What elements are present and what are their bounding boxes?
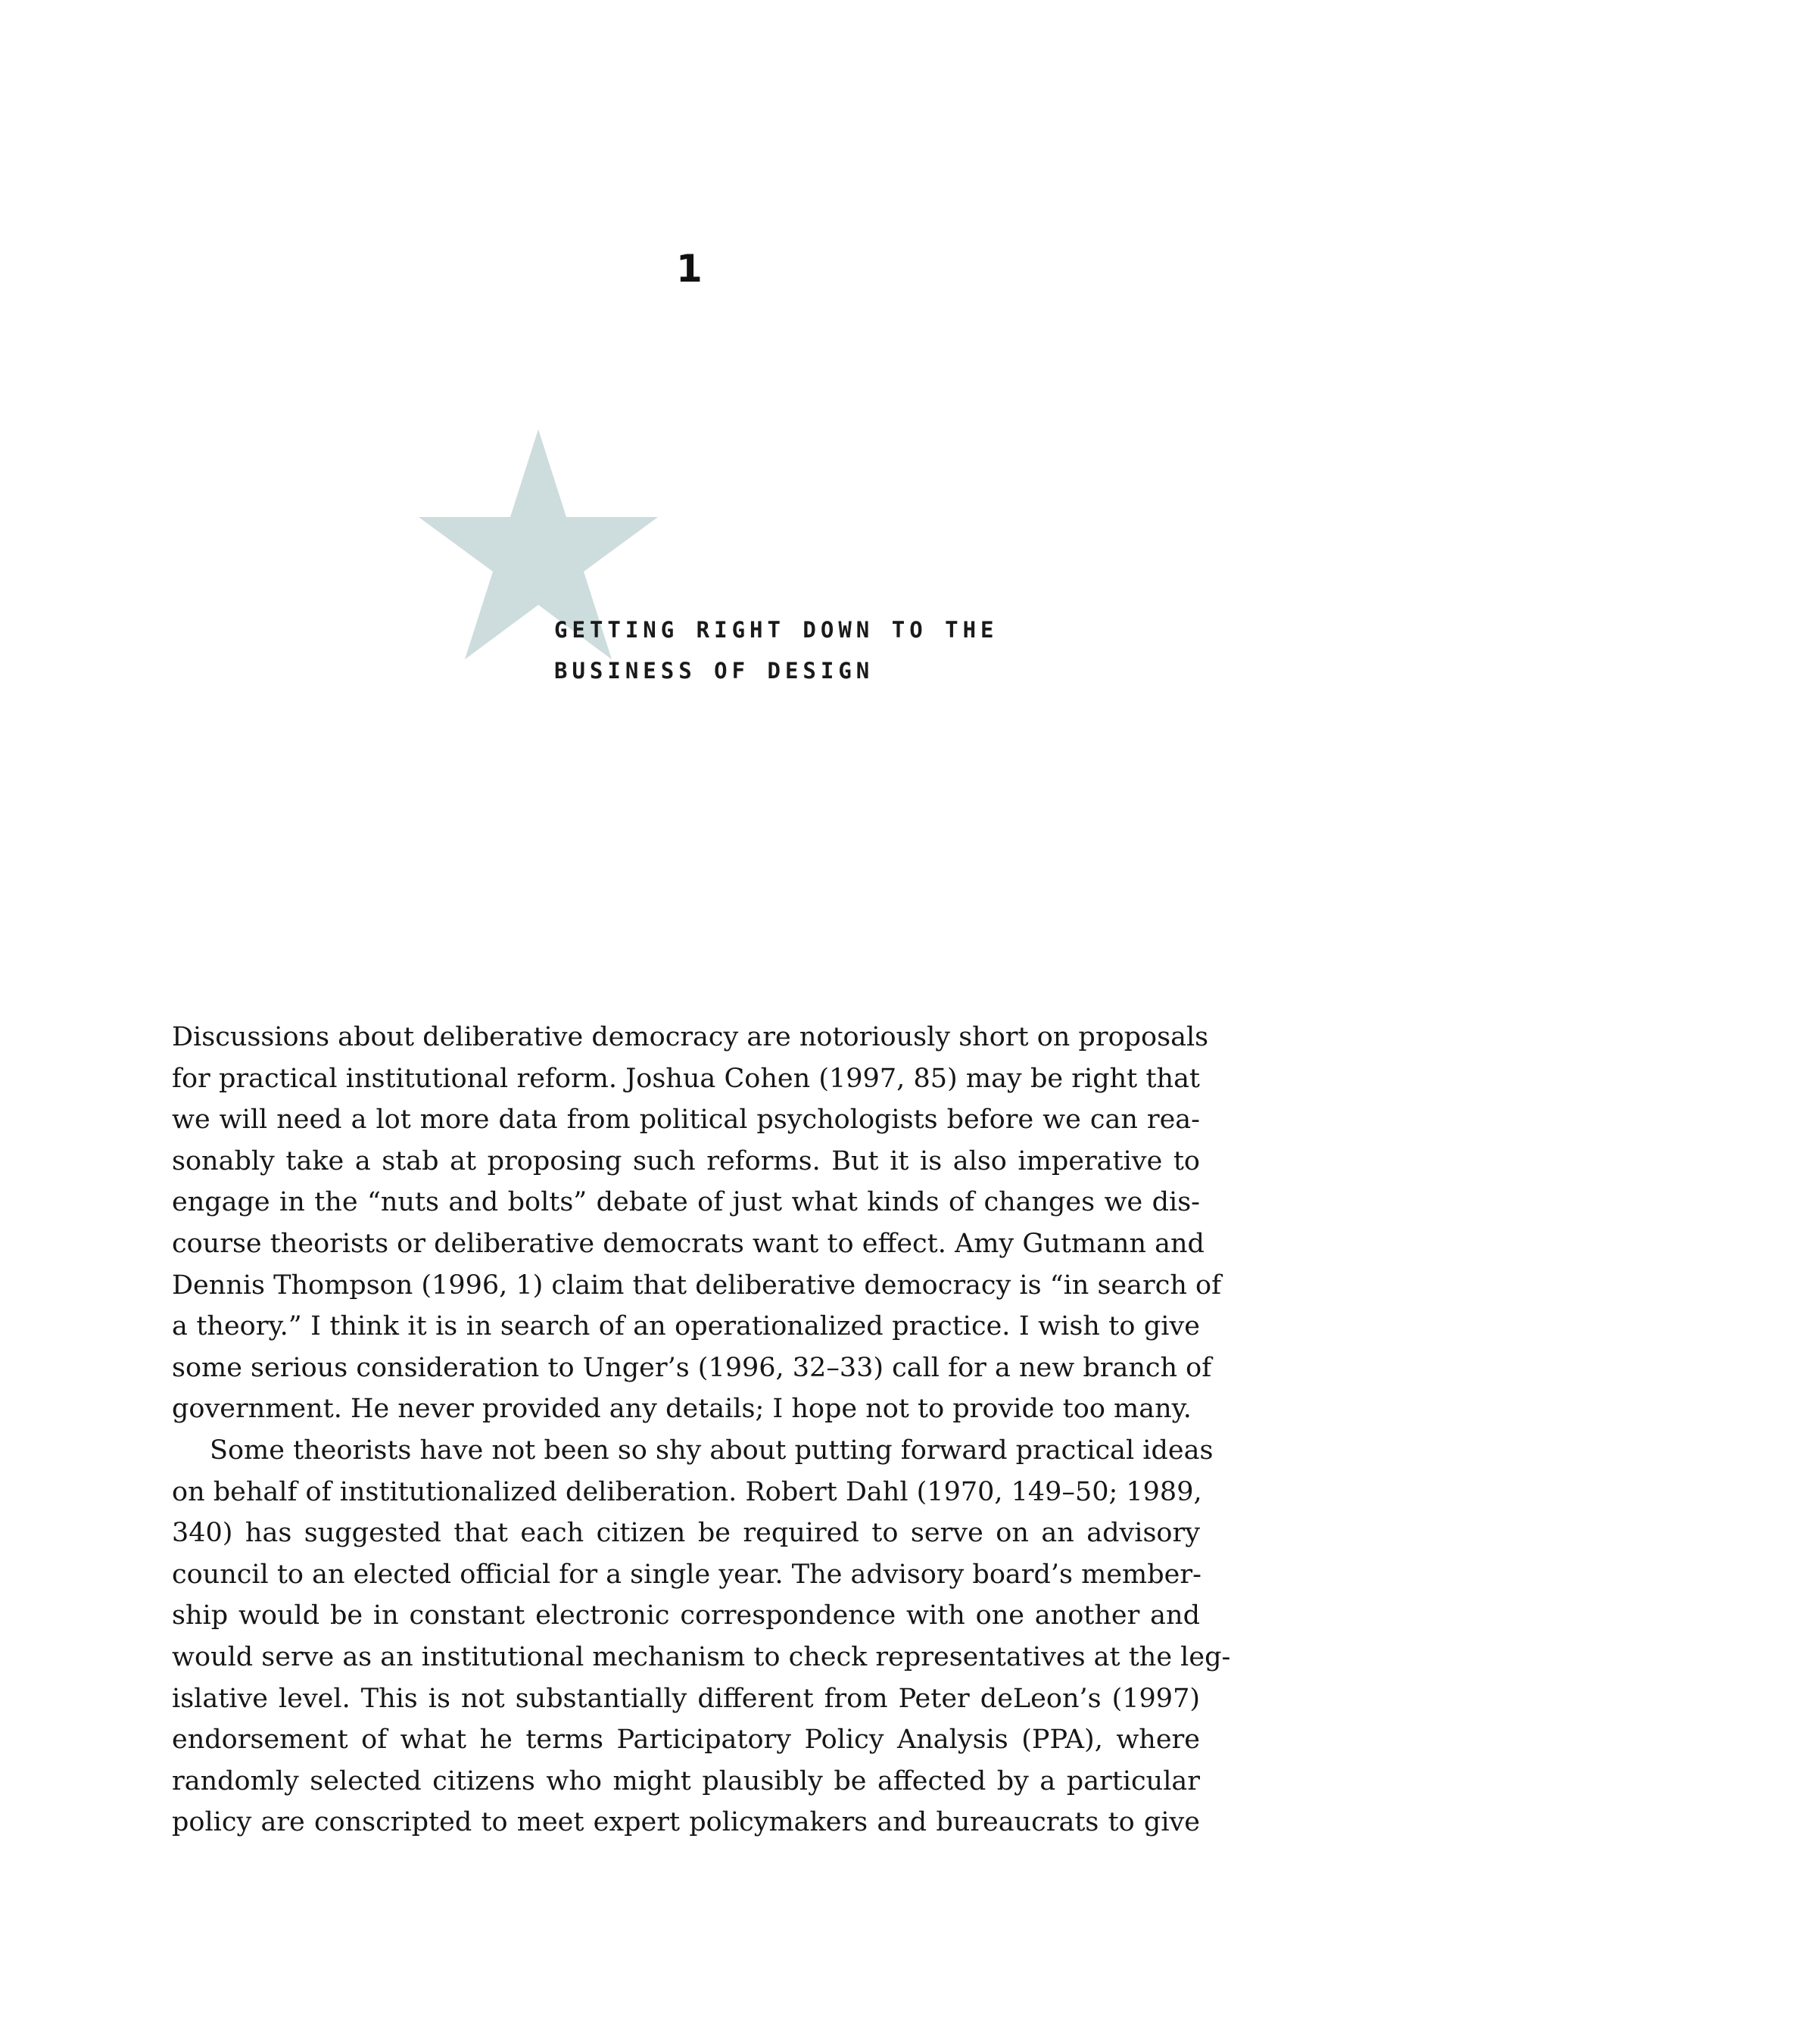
chapter-title-line: BUSINESS OF DESIGN — [554, 658, 874, 684]
chapter-number: 1 — [676, 247, 703, 291]
text-line: some serious consideration to Unger’s (1996, 32–33) call for a new branch of — [172, 1352, 1212, 1383]
text-line: sonably take a stab at proposing such reforms. But it is also imperative to — [172, 1145, 1200, 1176]
text-line: Some theorists have not been so shy about putting forward practical ideas — [210, 1435, 1214, 1466]
text-line: islative level. This is not substantially different from Peter deLeon’s (1997) — [172, 1683, 1200, 1714]
text-line: for practical institutional reform. Joshua Cohen (1997, 85) may be right that — [172, 1063, 1200, 1094]
text-line: policy are conscripted to meet expert policymakers and bureaucrats to give — [172, 1807, 1200, 1838]
text-line: government. He never provided any details; I hope not to provide too many. — [172, 1394, 1192, 1425]
text-line: endorsement of what he terms Participatory Policy Analysis (PPA), where — [172, 1725, 1200, 1756]
body-text — [172, 1017, 1231, 1843]
text-line: course theorists or deliberative democrats want to effect. Amy Gutmann and — [172, 1228, 1205, 1259]
text-line: on behalf of institutionalized deliberation. Robert Dahl (1970, 149–50; 1989, — [172, 1476, 1202, 1507]
text-line: council to an elected official for a single year. The advisory board’s member- — [172, 1559, 1201, 1590]
text-line: engage in the “nuts and bolts” debate of just what kinds of changes we dis- — [172, 1187, 1200, 1218]
text-line: 340) has suggested that each citizen be required to serve on an advisory — [172, 1518, 1200, 1549]
text-line: would serve as an institutional mechanism to check representatives at the leg- — [172, 1641, 1231, 1672]
chapter-title-line: GETTING RIGHT DOWN TO THE — [554, 617, 999, 643]
chapter-title — [554, 609, 999, 691]
text-line: Discussions about deliberative democracy are notoriously short on proposals — [172, 1022, 1209, 1052]
text-line: randomly selected citizens who might plausibly be affected by a particular — [172, 1765, 1200, 1796]
text-line: we will need a lot more data from political psychologists before we can rea- — [172, 1105, 1200, 1136]
text-line: ship would be in constant electronic correspondence with one another and — [172, 1600, 1200, 1631]
text-line: Dennis Thompson (1996, 1) claim that deliberative democracy is “in search of — [172, 1270, 1222, 1301]
text-line: a theory.” I think it is in search of an operationalized practice. I wish to give — [172, 1311, 1200, 1342]
